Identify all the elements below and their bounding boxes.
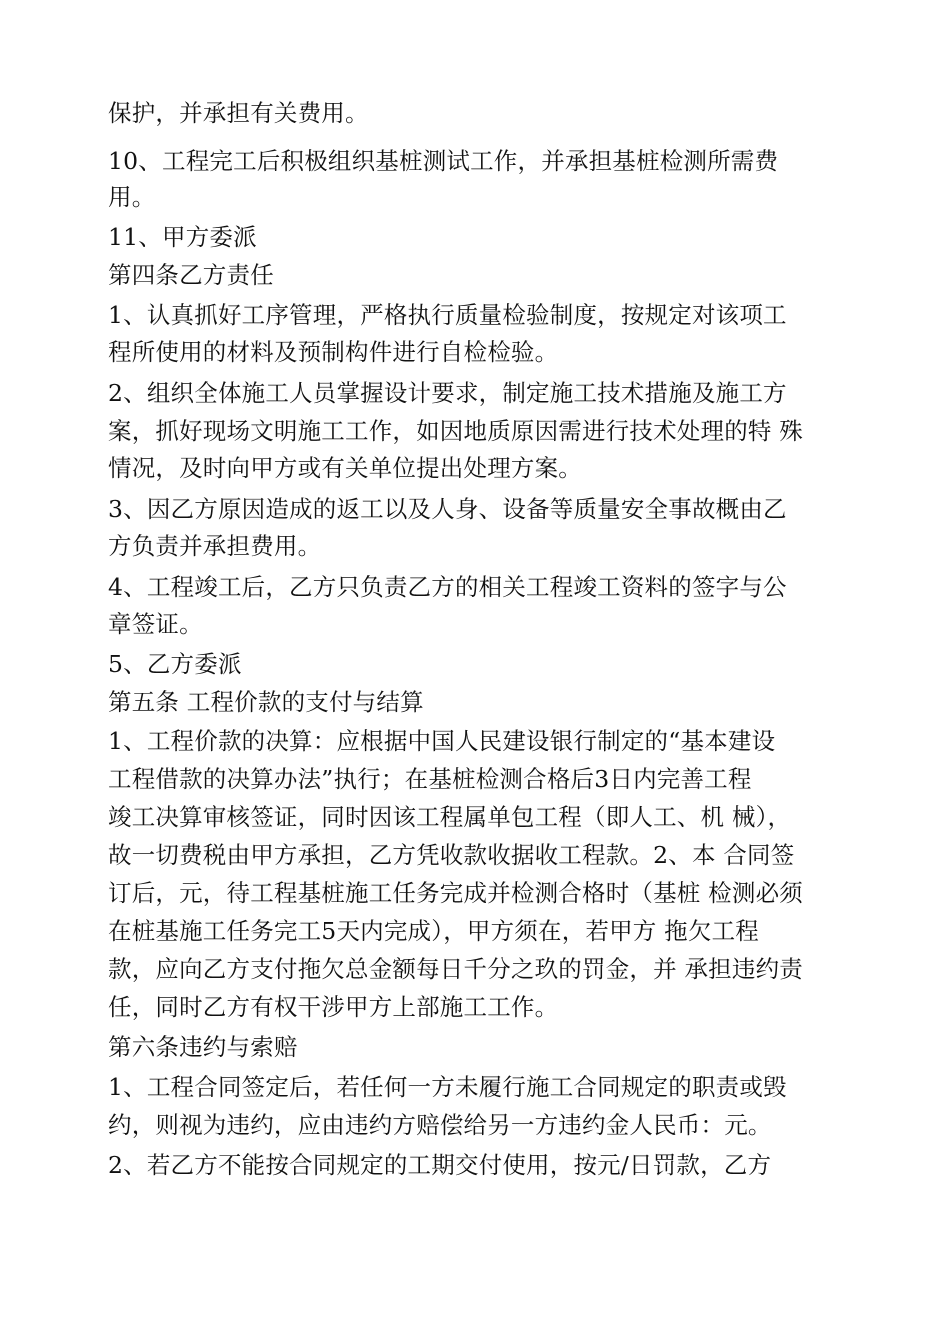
text-line: 任，同时乙方有权干涉甲方上部施工工作。 [108, 993, 559, 1021]
text-line: 11、甲方委派 [108, 223, 257, 251]
text-line: 保护，并承担有关费用。 [108, 99, 369, 127]
text-line: 1、工程合同签定后，若任何一方未履行施工合同规定的职责或毁 [108, 1073, 787, 1101]
section-heading: 第四条乙方责任 [108, 261, 274, 289]
text-line: 5、乙方委派 [108, 650, 242, 678]
text-line: 3、因乙方原因造成的返工以及人身、设备等质量安全事故概由乙 [108, 495, 787, 523]
text-line: 2、若乙方不能按合同规定的工期交付使用，按元/日罚款，乙方 [108, 1151, 772, 1179]
text-line: 案，抓好现场文明施工工作，如因地质原因需进行技术处理的特 殊 [108, 417, 803, 445]
text-line: 约，则视为违约，应由违约方赔偿给另一方违约金人民币：元。 [108, 1111, 772, 1139]
text-line: 情况，及时向甲方或有关单位提出处理方案。 [108, 454, 582, 482]
text-line: 在桩基施工任务完工5天内完成），甲方须在，若甲方 拖欠工程 [108, 917, 759, 945]
text-line: 程所使用的材料及预制构件进行自检检验。 [108, 338, 559, 366]
text-line: 方负责并承担费用。 [108, 532, 322, 560]
text-line: 工程借款的决算办法”执行；在基桩检测合格后3日内完善工程 [108, 765, 752, 793]
text-line: 章签证。 [108, 610, 203, 638]
text-line: 1、认真抓好工序管理，严格执行质量检验制度，按规定对该项工 [108, 301, 787, 329]
text-line: 订后，元，待工程基桩施工任务完成并检测合格时（基桩 检测必须 [108, 879, 803, 907]
section-heading: 第六条违约与索赔 [108, 1033, 298, 1061]
text-line: 4、工程竣工后，乙方只负责乙方的相关工程竣工资料的签字与公 [108, 573, 787, 601]
text-line: 款，应向乙方支付拖欠总金额每日千分之玖的罚金，并 承担违约责 [108, 955, 803, 983]
text-line: 故一切费税由甲方承担，乙方凭收款收据收工程款。2、本 合同签 [108, 841, 795, 869]
text-line: 竣工决算审核签证，同时因该工程属单包工程（即人工、机 械）， [108, 803, 792, 831]
text-line: 10、工程完工后积极组织基桩测试工作，并承担基桩检测所需费 [108, 147, 779, 175]
text-line: 2、组织全体施工人员掌握设计要求，制定施工技术措施及施工方 [108, 379, 787, 407]
text-line: 用。 [108, 183, 156, 211]
text-line: 1、工程价款的决算：应根据中国人民建设银行制定的“基本建设 [108, 727, 776, 755]
section-heading: 第五条 工程价款的支付与结算 [108, 688, 424, 716]
